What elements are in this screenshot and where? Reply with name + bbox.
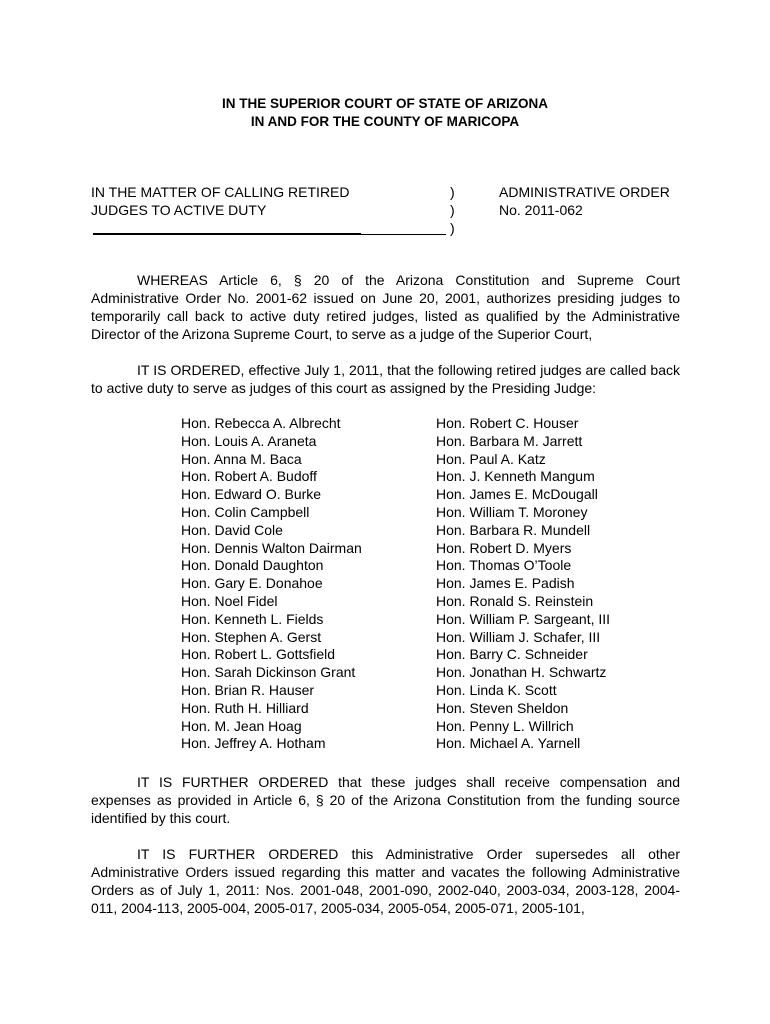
judge-name: Hon. Brian R. Hauser: [181, 681, 315, 698]
judge-name: Hon. William P. Sargeant, III: [436, 610, 611, 627]
judge-name: Hon. Ruth H. Hilliard: [181, 699, 309, 716]
supersedes-paragraph: [91, 845, 680, 917]
judge-name: Hon. Barbara M. Jarrett: [436, 432, 583, 449]
judge-name: Hon. Gary E. Donahoe: [181, 575, 323, 592]
judge-name: Hon. James E. McDougall: [436, 486, 598, 503]
judge-name: Hon. Louis A. Araneta: [181, 432, 317, 449]
caption-paren: ): [450, 184, 455, 200]
judges-list-left: [181, 415, 421, 753]
caption-paren: ): [450, 202, 455, 218]
judge-name: Hon. Edward O. Burke: [181, 486, 322, 503]
caption-paren: ): [450, 220, 455, 236]
supersedes-text: IT IS FURTHER ORDERED this Administrative Order supersedes all other Administrative Orders issued regarding this matter and vacates the following Administrative Orders as of July 1, 2011: Nos. 2001-048, 2001-090, 2002-040, 2003-034, 2003-128, 2004-011, 2004-113, 2005-004, 2005-017, 2005-034, 2005-054, 2005-071, 2005-101,: [91, 846, 680, 916]
order-number: No. 2011-062: [499, 202, 583, 218]
case-caption-matter: [91, 183, 451, 219]
judge-name: Hon. Thomas O’Toole: [436, 557, 572, 574]
judge-name: Hon. Donald Daughton: [181, 557, 324, 574]
court-heading: [0, 95, 770, 131]
judge-name: Hon. M. Jean Hoag: [181, 717, 302, 734]
judge-name: Hon. Robert D. Myers: [436, 539, 572, 556]
judge-name: Hon. Paul A. Katz: [436, 450, 546, 467]
judge-name: Hon. Kenneth L. Fields: [181, 610, 324, 627]
whereas-text: WHEREAS Article 6, § 20 of the Arizona Constitution and Supreme Court Administrative Order No. 2001-62 issued on June 20, 2001, authorizes presiding judges to temporarily call back to active duty retired judges, listed as qualified by the Administrative Director of the Arizona Supreme Court, to serve as a judge of the Superior Court,: [91, 272, 680, 342]
matter-line2: JUDGES TO ACTIVE DUTY: [91, 202, 267, 218]
whereas-paragraph: [91, 271, 680, 343]
compensation-text: IT IS FURTHER ORDERED that these judges shall receive compensation and expenses as provided in Article 6, § 20 of the Arizona Constitution from the funding source identified by this court.: [91, 774, 680, 826]
judge-name: Hon. Jonathan H. Schwartz: [436, 664, 607, 681]
judge-name: Hon. Colin Campbell: [181, 503, 310, 520]
judge-name: Hon. Dennis Walton Dairman: [181, 539, 362, 556]
matter-line1: IN THE MATTER OF CALLING RETIRED: [91, 184, 350, 200]
judge-name: Hon. William T. Moroney: [436, 503, 588, 520]
court-heading-line1: IN THE SUPERIOR COURT OF STATE OF ARIZONA: [222, 96, 548, 111]
judge-name: Hon. Penny L. Willrich: [436, 717, 574, 734]
caption-underline: [93, 234, 446, 235]
judge-name: Hon. Ronald S. Reinstein: [436, 592, 594, 609]
judge-name: Hon. Sarah Dickinson Grant: [181, 664, 356, 681]
judge-name: Hon. J. Kenneth Mangum: [436, 468, 595, 485]
judge-name: Hon. Steven Sheldon: [436, 699, 569, 716]
caption-parentheses: [450, 183, 462, 237]
judge-name: Hon. Linda K. Scott: [436, 681, 557, 698]
judge-name: Hon. William J. Schafer, III: [436, 628, 601, 645]
judge-name: Hon. Stephen A. Gerst: [181, 628, 322, 645]
judge-name: Hon. Barry C. Schneider: [436, 646, 588, 663]
judges-list-right: [436, 415, 676, 753]
judge-name: Hon. Robert L. Gottsfield: [181, 646, 336, 663]
ordered-text: IT IS ORDERED, effective July 1, 2011, that the following retired judges are called back to active duty to serve as judges of this court as assigned by the Presiding Judge:: [91, 362, 680, 396]
order-type: ADMINISTRATIVE ORDER: [499, 184, 670, 200]
judge-name: Hon. Jeffrey A. Hotham: [181, 735, 326, 752]
case-caption-order: [499, 183, 699, 219]
judge-name: Hon. Anna M. Baca: [181, 450, 302, 467]
court-heading-line2: IN AND FOR THE COUNTY OF MARICOPA: [250, 114, 520, 129]
judge-name: Hon. James E. Padish: [436, 575, 575, 592]
judge-name: Hon. Michael A. Yarnell: [436, 735, 581, 752]
compensation-paragraph: [91, 773, 680, 827]
ordered-paragraph: [91, 361, 680, 397]
judge-name: Hon. Robert A. Budoff: [181, 468, 317, 485]
judge-name: Hon. David Cole: [181, 521, 283, 538]
judge-name: Hon. Robert C. Houser: [436, 415, 579, 431]
judge-name: Hon. Noel Fidel: [181, 592, 278, 609]
judge-name: Hon. Barbara R. Mundell: [436, 521, 591, 538]
judge-name: Hon. Rebecca A. Albrecht: [181, 415, 341, 431]
